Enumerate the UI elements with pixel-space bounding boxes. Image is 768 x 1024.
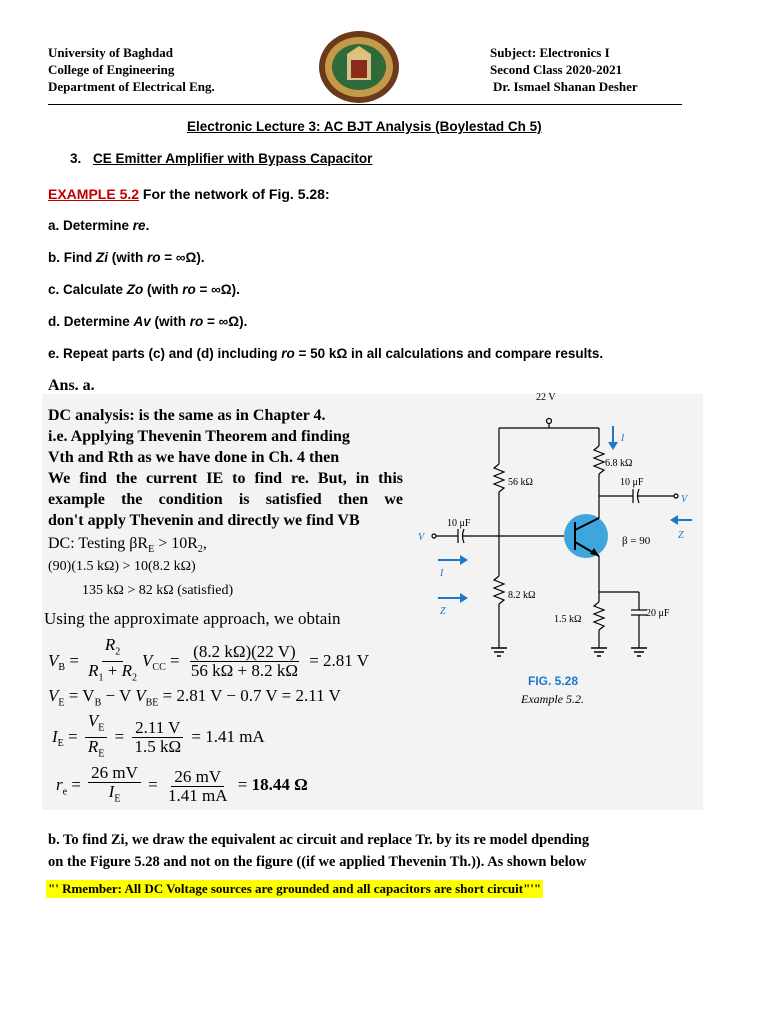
re-numerator-1: 26 mV	[88, 764, 141, 783]
dc-line-6: don't apply Thevenin and directly we find VB	[48, 512, 360, 529]
header-department: Department of Electrical Eng.	[48, 79, 215, 94]
rc-label: 6.8 kΩ	[605, 458, 633, 469]
vo-label: V	[681, 494, 688, 505]
question-b-mid: (with	[108, 250, 147, 265]
question-c	[48, 282, 240, 297]
ie-denominator: 1.5 kΩ	[134, 737, 182, 757]
question-c-pre: c. Calculate	[48, 282, 127, 297]
header-university: University of Baghdad	[48, 45, 173, 60]
question-e-post: = 50 kΩ in all calculations and compare results.	[294, 346, 604, 361]
question-c-var2: ro	[182, 282, 196, 297]
part-b-line-1: b. To find Zi, we draw the equivalent ac circuit and replace Tr. by its re model dpending	[48, 832, 590, 848]
vb-vcc: V	[142, 650, 153, 670]
question-b-var2: ro	[147, 250, 161, 265]
cin-label: 10 μF	[447, 518, 471, 529]
zo-label: Z	[678, 530, 684, 541]
vb-r2: R	[104, 635, 116, 654]
test-text: DC: Testing βR	[48, 535, 149, 552]
question-b-var: Zi	[96, 250, 108, 265]
vcc-label: 22 V	[536, 392, 556, 403]
vb-numerator: (8.2 kΩ)(22 V)	[190, 643, 299, 662]
question-c-mid: (with	[143, 282, 183, 297]
ie-re: R	[87, 737, 99, 757]
dc-line-2: i.e. Applying Thevenin Theorem and finding	[48, 428, 350, 445]
ve-result: = 2.81 V − 0.7 V = 2.11 V	[162, 686, 341, 705]
question-d-var: Av	[133, 314, 151, 329]
re-ie: I	[108, 782, 115, 801]
question-a	[48, 218, 149, 233]
test-comma: ,	[202, 535, 207, 552]
example-label: EXAMPLE 5.2	[48, 186, 140, 202]
dc-line-5: example the condition is satisfied then we	[48, 491, 403, 508]
header-rule	[48, 104, 682, 105]
question-d-pre: d. Determine	[48, 314, 134, 329]
ie-numerator: 2.11 V	[132, 719, 183, 738]
re-numerator-2: 26 mV	[171, 768, 224, 787]
question-c-var: Zo	[126, 282, 144, 297]
ii-label: I	[440, 568, 444, 579]
test-line-3: 135 kΩ > 82 kΩ (satisfied)	[82, 583, 234, 598]
ce-label: 20 μF	[646, 608, 670, 619]
example-line	[48, 186, 330, 202]
part-b-text	[48, 829, 589, 873]
test-compare: > 10R	[154, 535, 198, 552]
ve-minus: − V	[105, 686, 131, 705]
university-header	[48, 44, 215, 95]
question-b-pre: b. Find	[48, 250, 96, 265]
ie-equation: $I_E$ = $\frac{V_E}{R_E}$ = $\frac{2.11 V}{1.5 k\Omega}$ = 1.41 mA	[52, 711, 265, 760]
dc-analysis-text	[48, 405, 403, 531]
question-b-post: = ∞Ω).	[160, 250, 205, 265]
re-denominator-2: 1.41 mA	[168, 785, 228, 805]
vb-r1: R	[88, 661, 99, 681]
circuit-diagram	[410, 386, 702, 716]
vi-label: V	[418, 532, 425, 543]
test-line-2: (90)(1.5 kΩ) > 10(8.2 kΩ)	[48, 559, 196, 574]
vb-equation: $V_B$ = $\frac{R_2}{R_1 + R_2}$ $V_{CC}$ = $\frac{(8.2 k\Omega)(22 V)}{56 k\Omega + 8.2 k\Omega}$ = 2.81 V	[48, 635, 370, 684]
question-d-mid: (with	[150, 314, 190, 329]
re-result: 18.44 Ω	[251, 775, 308, 795]
example-text: For the network of Fig. 5.28:	[139, 186, 330, 202]
dc-line-4: We find the current IE to find re. But, in this	[48, 470, 403, 487]
header-college: College of Engineering	[48, 62, 175, 77]
lecture-title: Electronic Lecture 3: AC BJT Analysis (Boylestad Ch 5)	[187, 119, 542, 134]
answer-label: Ans. a.	[48, 377, 95, 394]
io-label: I	[621, 433, 625, 444]
part-b-line-2: on the Figure 5.28 and not on the figure ((if we applied Thevenin Th.)). As shown below	[48, 854, 587, 870]
header-class: Second Class 2020-2021	[490, 62, 623, 77]
ie-ve: V	[87, 711, 99, 730]
question-e	[48, 346, 603, 361]
figure-caption: FIG. 5.28	[528, 674, 579, 688]
vb-result: = 2.81 V	[309, 650, 370, 670]
section-title: CE Emitter Amplifier with Bypass Capacitor	[93, 151, 373, 166]
vb-denominator: 56 kΩ + 8.2 kΩ	[190, 661, 298, 681]
question-a-pre: a. Determine	[48, 218, 133, 233]
zi-label: Z	[440, 606, 446, 617]
question-e-pre: e. Repeat parts (c) and (d) including	[48, 346, 282, 361]
subject-header	[490, 44, 638, 95]
remember-note: "' Rmember: All DC Voltage sources are grounded and all capacitors are short circuit"'"	[48, 881, 542, 896]
question-e-var: ro	[281, 346, 295, 361]
question-d-post: = ∞Ω).	[203, 314, 248, 329]
question-b	[48, 250, 205, 265]
university-logo	[318, 30, 400, 104]
ve-eq: = V	[68, 686, 95, 705]
ve-equation: $V_E = V_B - V$ $V_{BE} = 2.81$ V − 0.7 V = 2.11 V	[48, 686, 341, 709]
header-subject: Subject: Electronics I	[490, 45, 610, 60]
question-a-var: re	[132, 218, 146, 233]
cout-label: 10 μF	[620, 477, 644, 488]
question-d-var2: ro	[189, 314, 204, 329]
re-label: 1.5 kΩ	[554, 614, 582, 625]
test-line-1: DC: Testing $\beta R_E > 10R_2$,	[48, 535, 207, 556]
figure-subcaption: Example 5.2.	[521, 692, 584, 706]
section-number: 3.	[70, 151, 82, 166]
header-instructor: Dr. Ismael Shanan Desher	[493, 79, 638, 94]
r1-label: 56 kΩ	[508, 477, 533, 488]
question-d	[48, 314, 247, 329]
approx-text: Using the approximate approach, we obtain	[44, 609, 341, 628]
section-heading	[70, 151, 372, 166]
question-c-post: = ∞Ω).	[195, 282, 240, 297]
r2-label: 8.2 kΩ	[508, 590, 536, 601]
ie-result: = 1.41 mA	[191, 726, 265, 746]
beta-label: β = 90	[622, 535, 651, 547]
re-equation: $r_e$ = $\frac{26 mV}{I_E}$ = $\frac{26 mV}{1.41 mA}$ = 18.44 Ω	[56, 763, 308, 805]
vb-symbol: V	[48, 650, 59, 670]
question-a-post: .	[145, 218, 150, 233]
dc-line-1: DC analysis: is the same as in Chapter 4.	[48, 407, 326, 424]
dc-line-3: Vth and Rth as we have done in Ch. 4 then	[48, 449, 340, 466]
